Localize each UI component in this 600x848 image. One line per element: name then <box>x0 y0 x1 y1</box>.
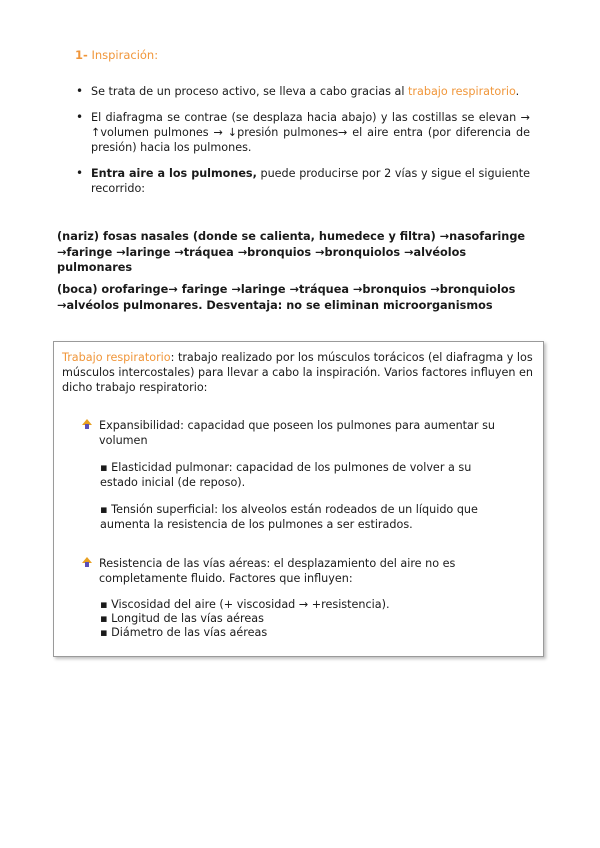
route-nose: (nariz) fosas nasales (donde se calienta, humedece y filtra) →nasofaringe →faringe →laringe →tráquea →bronquios →bronquiolos →alvéolos pulmonares <box>57 230 526 274</box>
arrow-up-bullet-icon <box>81 419 92 430</box>
bullet-text-end: . <box>515 85 520 98</box>
box-term: Trabajo respiratorio <box>62 351 171 364</box>
factor-expansibility <box>81 418 529 448</box>
bullet-text: puede producirse por 2 vías y sigue el siguiente recorrido: <box>91 167 531 195</box>
sub-elasticity: ▪ Elasticidad pulmonar: capacidad de los pulmones de volver a su estado inicial (de reposo). <box>100 461 472 489</box>
factor-resistance <box>81 556 536 586</box>
box-intro <box>62 350 536 395</box>
bullet-list <box>76 84 530 207</box>
list-item: ▪ Longitud de las vías aéreas <box>100 612 264 625</box>
sub-surface-tension: ▪ Tensión superficial: los alveolos están rodeados de un líquido que aumenta la resistencia de los pulmones a ser estirados. <box>100 503 478 531</box>
factor-text: Expansibilidad: capacidad que poseen los pulmones para aumentar su volumen <box>99 419 495 447</box>
section-heading <box>75 48 158 63</box>
resistance-factors-list <box>100 598 390 640</box>
info-box <box>53 341 544 657</box>
list-item: ▪ Diámetro de las vías aéreas <box>100 626 268 639</box>
route-mouth: (boca) orofaringe→ faringe →laringe →tráquea →bronquios →bronquiolos →alvéolos pulmonares. Desventaja: no se eliminan microorganismos <box>57 283 516 312</box>
box-intro-text: : trabajo realizado por los músculos torácicos (el diafragma y los músculos intercostales) para llevar a cabo la inspiración. Varios factores influyen en dicho trabajo respiratorio: <box>62 351 533 394</box>
bullet-item <box>76 166 530 196</box>
bullet-text: Se trata de un proceso activo, se lleva a cabo gracias al <box>91 85 408 98</box>
section-number: 1- <box>75 48 88 62</box>
section-title: Inspiración: <box>91 48 159 62</box>
bullet-item <box>76 84 530 99</box>
list-item: ▪ Viscosidad del aire (+ viscosidad → +resistencia). <box>100 598 390 611</box>
bullet-item: • El diafragma se contrae (se desplaza hacia abajo) y las costillas se elevan → ↑volumen pulmones → ↓presión pulmones→ el aire entra (por diferencia de presión) hacia los pulmones. <box>76 110 530 155</box>
factor-text: Resistencia de las vías aéreas: el desplazamiento del aire no es completamente fluido. Factores que influyen: <box>99 557 456 585</box>
arrow-up-bullet-icon <box>81 557 92 568</box>
trabajo-respiratorio-term: trabajo respiratorio <box>408 85 516 98</box>
bullet-bold-text: Entra aire a los pulmones, <box>91 167 257 180</box>
